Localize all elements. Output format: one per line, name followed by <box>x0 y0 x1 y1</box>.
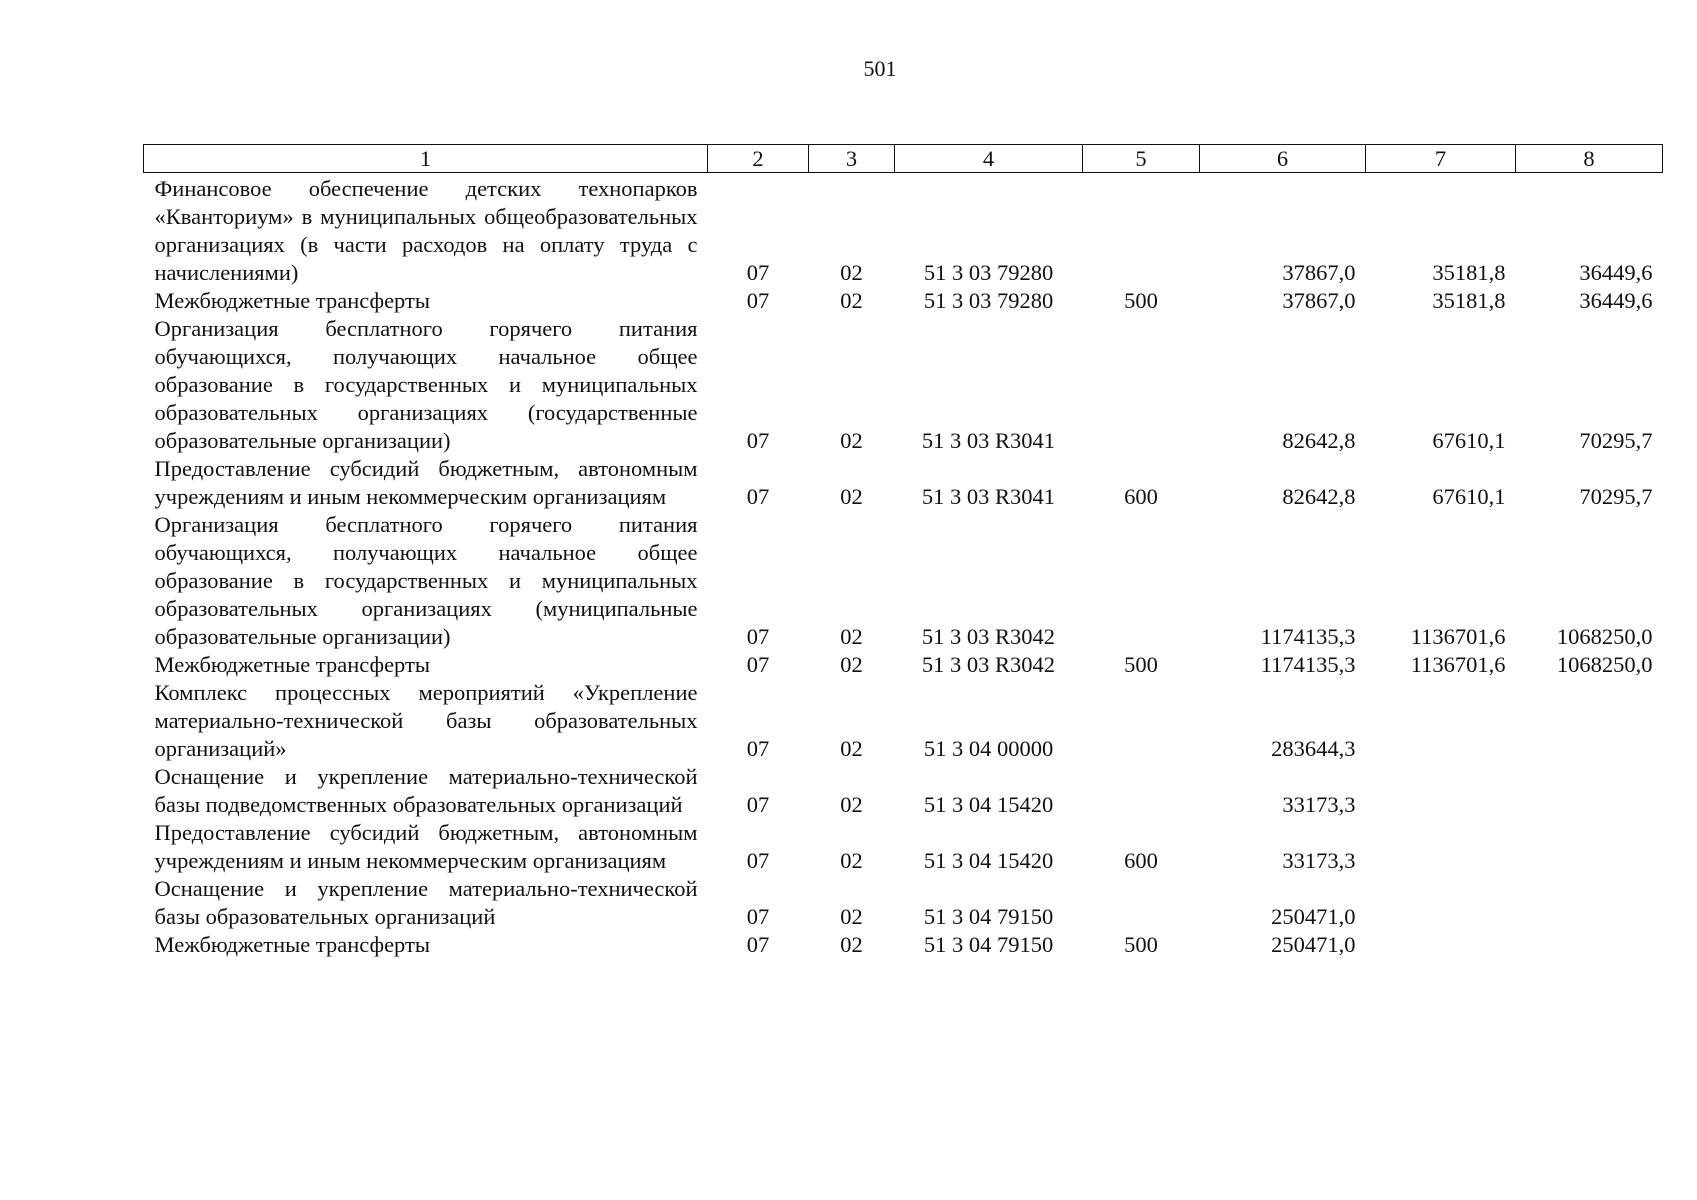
column-header-1: 1 <box>144 145 708 173</box>
row-subsection-code: 02 <box>840 848 863 873</box>
row-subsection-code: 02 <box>840 484 863 509</box>
row-target-article: 51 3 03 R3041 <box>921 484 1056 509</box>
row-target-article: 51 3 04 15420 <box>923 848 1054 873</box>
row-amount-col6: 33173,3 <box>1282 848 1356 873</box>
row-amount-col8 <box>1516 875 1663 931</box>
column-header-8: 8 <box>1516 145 1663 173</box>
column-header-2: 2 <box>708 145 809 173</box>
row-amount-col7 <box>1366 679 1516 763</box>
row-amount-col8 <box>1516 931 1663 959</box>
row-subsection-code: 02 <box>840 288 863 313</box>
row-amount-col8: 70295,7 <box>1579 484 1653 509</box>
row-target-article: 51 3 03 R3041 <box>921 428 1056 453</box>
table-row <box>144 931 1663 959</box>
column-header-7: 7 <box>1366 145 1516 173</box>
row-amount-col8: 36449,6 <box>1579 288 1653 313</box>
row-section-code: 07 <box>746 428 770 453</box>
row-subsection-code: 02 <box>840 932 863 957</box>
page-number: 501 <box>863 56 897 81</box>
row-amount-col8: 70295,7 <box>1579 428 1653 453</box>
row-expense-type: 500 <box>1124 652 1158 677</box>
row-amount-col7 <box>1366 931 1516 959</box>
row-section-code: 07 <box>746 904 770 929</box>
table-row <box>144 287 1663 315</box>
row-subsection-code: 02 <box>840 260 863 285</box>
row-expense-type <box>1083 763 1200 819</box>
row-name: Предоставление субсидий бюджетным, автономным учреждениям и иным некоммерческим организациям <box>154 820 698 873</box>
column-header-3: 3 <box>809 145 895 173</box>
column-header-4: 4 <box>895 145 1083 173</box>
row-amount-col6: 82642,8 <box>1282 484 1356 509</box>
row-amount-col8 <box>1516 763 1663 819</box>
table-row <box>144 315 1663 455</box>
row-section-code: 07 <box>746 288 770 313</box>
row-amount-col7: 35181,8 <box>1432 288 1506 313</box>
row-target-article: 51 3 03 79280 <box>923 288 1054 313</box>
table-row <box>144 763 1663 819</box>
row-name: Предоставление субсидий бюджетным, автономным учреждениям и иным некоммерческим организациям <box>154 456 698 509</box>
row-subsection-code: 02 <box>840 904 863 929</box>
row-section-code: 07 <box>746 792 770 817</box>
row-section-code: 07 <box>746 624 770 649</box>
row-subsection-code: 02 <box>840 428 863 453</box>
table-row <box>144 819 1663 875</box>
row-name: Межбюджетные трансферты <box>154 288 430 313</box>
row-expense-type <box>1083 315 1200 455</box>
row-target-article: 51 3 03 R3042 <box>921 652 1056 677</box>
row-amount-col7: 67610,1 <box>1432 484 1506 509</box>
row-amount-col6: 82642,8 <box>1282 428 1356 453</box>
row-section-code: 07 <box>746 736 770 761</box>
table-header-row <box>144 145 1663 173</box>
table-row <box>144 875 1663 931</box>
row-name: Оснащение и укрепление материально-технической базы подведомственных образовательных организаций <box>154 764 698 817</box>
row-section-code: 07 <box>746 932 770 957</box>
row-expense-type: 500 <box>1124 288 1158 313</box>
row-section-code: 07 <box>746 260 770 285</box>
row-name: Организация бесплатного горячего питания обучающихся, получающих начальное общее образование в государственных и муниципальных образовательных организациях (муниципальные образовательные организации) <box>154 512 698 649</box>
row-subsection-code: 02 <box>840 736 863 761</box>
table-row <box>144 173 1663 288</box>
column-header-5: 5 <box>1083 145 1200 173</box>
table-body <box>144 173 1663 960</box>
row-amount-col6: 1174135,3 <box>1260 624 1356 649</box>
table-row <box>144 511 1663 651</box>
row-subsection-code: 02 <box>840 652 863 677</box>
row-subsection-code: 02 <box>840 624 863 649</box>
row-name: Финансовое обеспечение детских технопарков «Кванториум» в муниципальных общеобразовательных организациях (в части расходов на оплату труда с начислениями) <box>154 176 698 285</box>
budget-table <box>143 144 1663 959</box>
row-expense-type: 600 <box>1124 484 1158 509</box>
row-amount-col8: 36449,6 <box>1579 260 1653 285</box>
row-target-article: 51 3 04 79150 <box>923 904 1054 929</box>
table-row <box>144 651 1663 679</box>
row-amount-col7 <box>1366 763 1516 819</box>
row-target-article: 51 3 04 79150 <box>923 932 1054 957</box>
row-target-article: 51 3 04 00000 <box>923 736 1054 761</box>
row-amount-col6: 37867,0 <box>1282 288 1356 313</box>
row-expense-type <box>1083 679 1200 763</box>
row-amount-col8 <box>1516 819 1663 875</box>
table-row <box>144 679 1663 763</box>
row-subsection-code: 02 <box>840 792 863 817</box>
row-section-code: 07 <box>746 848 770 873</box>
row-amount-col6: 1174135,3 <box>1260 652 1356 677</box>
column-header-6: 6 <box>1200 145 1366 173</box>
row-expense-type <box>1083 511 1200 651</box>
row-name: Комплекс процессных мероприятий «Укрепление материально-технической базы образовательных организаций» <box>154 680 698 761</box>
row-name: Организация бесплатного горячего питания обучающихся, получающих начальное общее образование в государственных и муниципальных образовательных организациях (государственные образовательные организации) <box>154 316 698 453</box>
row-amount-col7: 35181,8 <box>1432 260 1506 285</box>
row-name: Межбюджетные трансферты <box>154 652 430 677</box>
row-section-code: 07 <box>746 484 770 509</box>
row-section-code: 07 <box>746 652 770 677</box>
row-amount-col7 <box>1366 819 1516 875</box>
row-amount-col6: 283644,3 <box>1271 736 1356 761</box>
row-amount-col7 <box>1366 875 1516 931</box>
row-amount-col7: 67610,1 <box>1432 428 1506 453</box>
row-amount-col6: 250471,0 <box>1271 904 1356 929</box>
row-amount-col6: 37867,0 <box>1282 260 1356 285</box>
row-amount-col6: 250471,0 <box>1271 932 1356 957</box>
row-expense-type <box>1083 173 1200 288</box>
row-expense-type: 500 <box>1124 932 1158 957</box>
row-expense-type: 600 <box>1124 848 1158 873</box>
row-amount-col7: 1136701,6 <box>1410 624 1506 649</box>
table-row <box>144 455 1663 511</box>
row-amount-col8: 1068250,0 <box>1556 624 1653 649</box>
row-amount-col8: 1068250,0 <box>1556 652 1653 677</box>
row-expense-type <box>1083 875 1200 931</box>
row-target-article: 51 3 03 79280 <box>923 260 1054 285</box>
row-target-article: 51 3 03 R3042 <box>921 624 1056 649</box>
row-amount-col8 <box>1516 679 1663 763</box>
row-amount-col7: 1136701,6 <box>1410 652 1506 677</box>
row-target-article: 51 3 04 15420 <box>923 792 1054 817</box>
row-name: Межбюджетные трансферты <box>154 932 430 957</box>
row-amount-col6: 33173,3 <box>1282 792 1356 817</box>
row-name: Оснащение и укрепление материально-технической базы образовательных организаций <box>154 876 698 929</box>
